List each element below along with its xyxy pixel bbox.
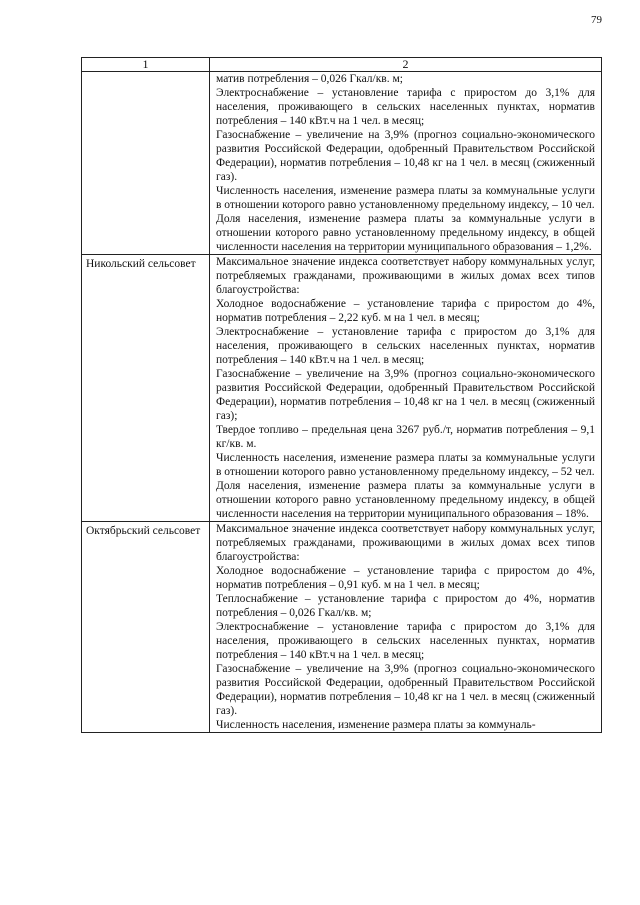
paragraph: Численность населения, изменение размера платы за коммунальные услуги в отношении которого равно установленному предельному индексу, – 52 чел. — [216, 452, 595, 478]
paragraph: Максимальное значение индекса соответствует набору коммунальных услуг, потребляемых гражданами, проживающими в жилых домах всех типов благоустройства: — [216, 523, 595, 563]
paragraph: Электроснабжение – установление тарифа с приростом до 3,1% для населения, проживающего в сельских населенных пунктах, норматив потребления – 140 кВт.ч на 1 чел. в месяц; — [216, 87, 595, 127]
paragraph: Электроснабжение – установление тарифа с приростом до 3,1% для населения, проживающего в сельских населенных пунктах, норматив потребления – 140 кВт.ч на 1 чел. в месяц; — [216, 326, 595, 366]
municipality-name — [82, 72, 210, 255]
paragraph: Газоснабжение – увеличение на 3,9% (прогноз социально-экономического развития Российской Федерации, одобренный Правительством Российской Федерации), норматив потребления – 10,48 кг на 1 чел. в месяц (сжиженный газ). — [216, 129, 595, 183]
paragraph: Холодное водоснабжение – установление тарифа с приростом до 4%, норматив потребления – 2,22 куб. м на 1 чел. в месяц; — [216, 298, 595, 324]
paragraph: Доля населения, изменение размера платы за коммунальные услуги в отношении которого равно установленному предельному индексу, в общей численности населения на территории муниципального образования – 1,2%. — [216, 213, 595, 253]
column-header-2: 2 — [210, 58, 602, 72]
paragraph: матив потребления – 0,026 Гкал/кв. м; — [216, 73, 403, 85]
index-description — [210, 522, 602, 733]
paragraph: Холодное водоснабжение – установление тарифа с приростом до 4%, норматив потребления – 0,91 куб. м на 1 чел. в месяц; — [216, 565, 595, 591]
paragraph: Численность населения, изменение размера платы за коммунальные услуги в отношении которого равно установленному предельному индексу, – 10 чел. — [216, 185, 595, 211]
table-row — [82, 522, 602, 733]
paragraph: Твердое топливо – предельная цена 3267 руб./т, норматив потребления – 9,1 кг/кв. м. — [216, 424, 595, 450]
paragraph: Газоснабжение – увеличение на 3,9% (прогноз социально-экономического развития Российской Федерации, одобренный Правительством Российской Федерации), норматив потребления – 10,48 кг на 1 чел. в месяц (сжиженный газ). — [216, 663, 595, 717]
paragraph: Газоснабжение – увеличение на 3,9% (прогноз социально-экономического развития Российской Федерации, одобренный Правительством Российской Федерации), норматив потребления – 10,48 кг на 1 чел. в месяц (сжиженный газ); — [216, 368, 595, 422]
table-row — [82, 72, 602, 255]
paragraph: Численность населения, изменение размера платы за коммуналь- — [216, 719, 536, 731]
tariff-table — [81, 57, 602, 733]
paragraph: Доля населения, изменение размера платы за коммунальные услуги в отношении которого равно установленному предельному индексу, в общей численности населения на территории муниципального образования – 18%. — [216, 480, 595, 520]
column-header-1: 1 — [82, 58, 210, 72]
municipality-name: Никольский сельсовет — [82, 255, 210, 522]
index-description — [210, 255, 602, 522]
paragraph: Теплоснабжение – установление тарифа с приростом до 4%, норматив потребления – 0,026 Гкал/кв. м; — [216, 593, 595, 619]
page-number: 79 — [591, 14, 602, 26]
municipality-name: Октябрьский сельсовет — [82, 522, 210, 733]
table-header-row — [82, 58, 602, 72]
paragraph: Электроснабжение – установление тарифа с приростом до 3,1% для населения, проживающего в сельских населенных пунктах, норматив потребления – 140 кВт.ч на 1 чел. в месяц; — [216, 621, 595, 661]
paragraph: Максимальное значение индекса соответствует набору коммунальных услуг, потребляемых гражданами, проживающими в жилых домах всех типов благоустройства: — [216, 256, 595, 296]
index-description — [210, 72, 602, 255]
table-row — [82, 255, 602, 522]
